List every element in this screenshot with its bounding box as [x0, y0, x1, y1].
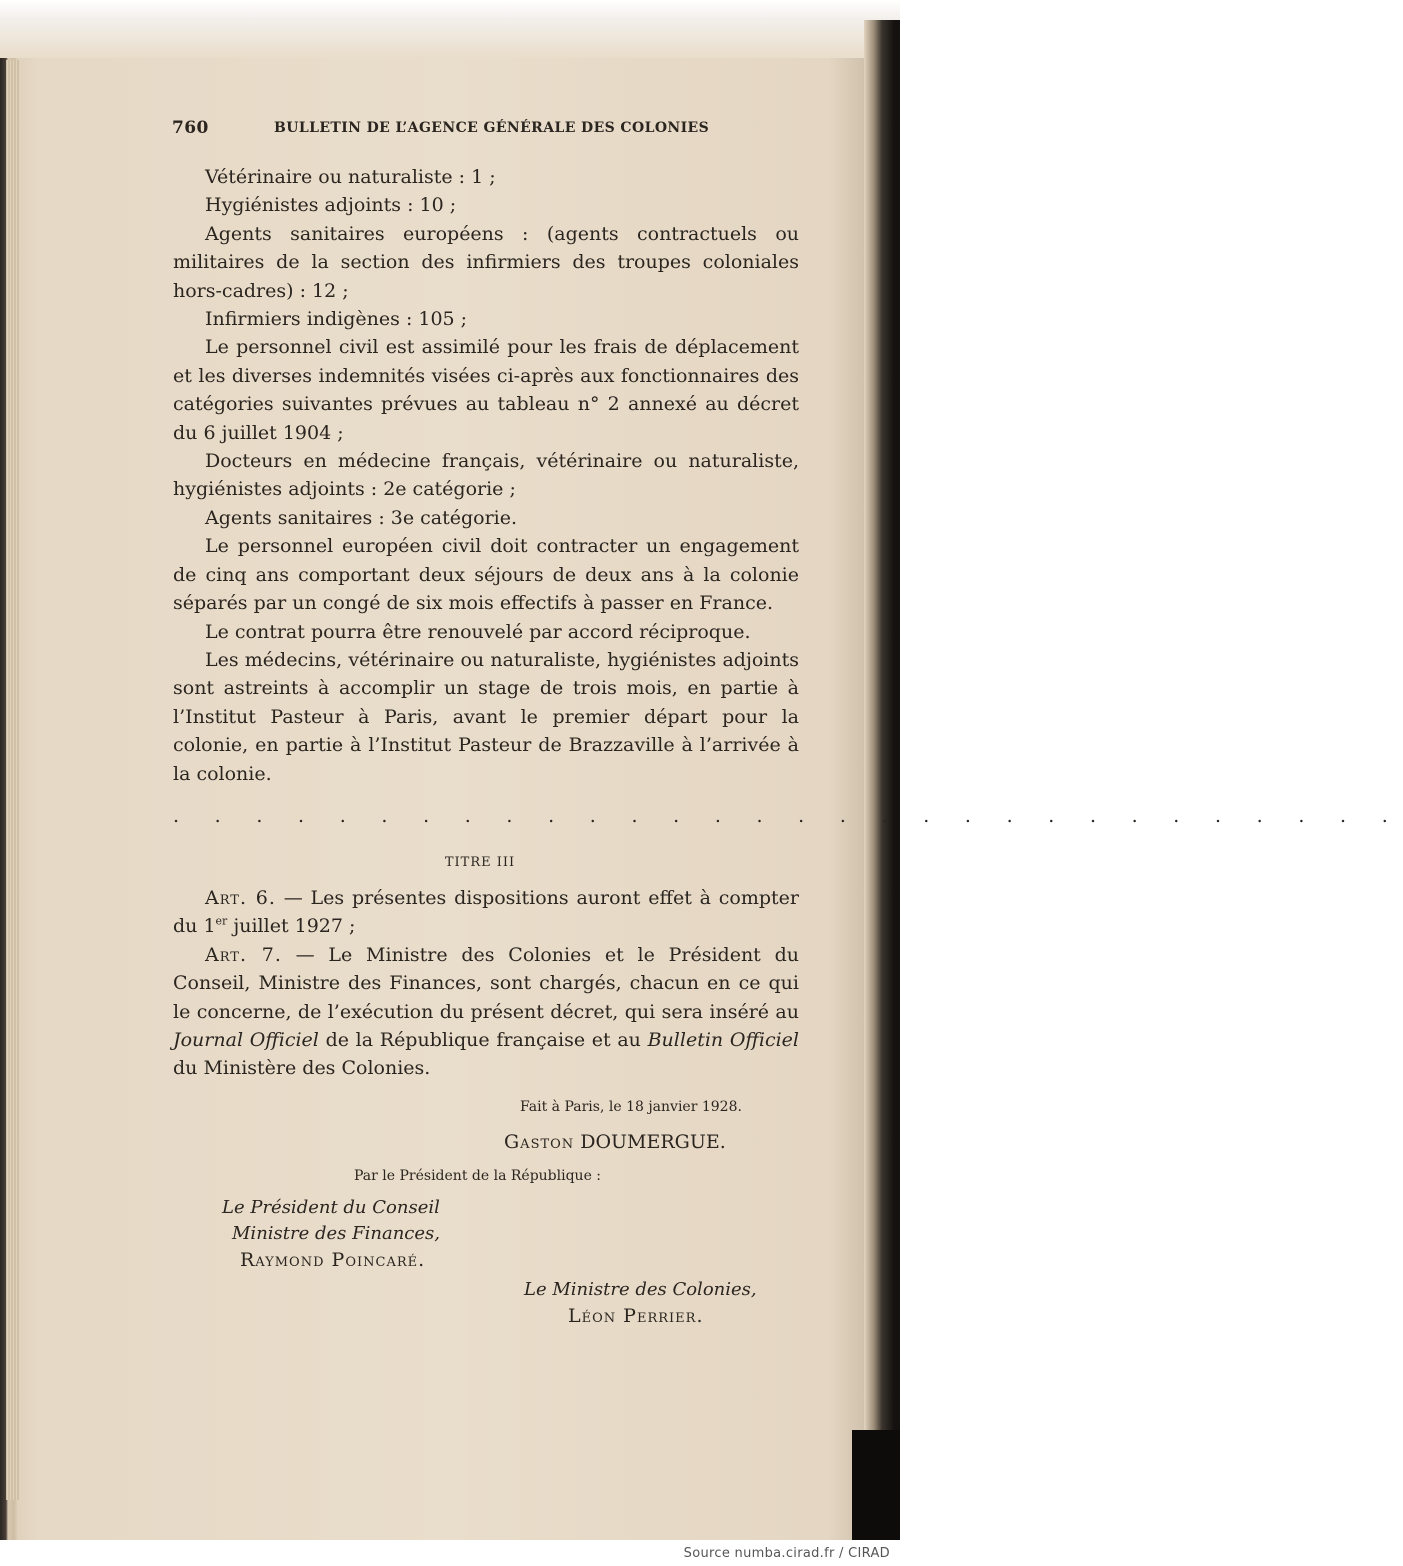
source-credit: Source numba.cirad.fr / CIRAD [683, 1546, 890, 1561]
paragraph-contrat: Le contrat pourra être renouvelé par accord réciproque. [205, 620, 751, 643]
signatory-first-name: Gaston [504, 1131, 575, 1153]
right-sig-line-1: Le Ministre des Colonies, [524, 1279, 757, 1300]
article-6-text-b: juillet 1927 ; [227, 915, 356, 938]
paragraph-hygienistes: Hygiénistes adjoints : 10 ; [205, 194, 457, 217]
paragraph-docteurs: Docteurs en médecine français, vétérinaire ou naturaliste, hygiénistes adjoints : 2e catégorie ; [173, 450, 799, 501]
article-6-sup: er [215, 915, 228, 929]
article-6-label: Art. 6. [205, 887, 276, 909]
bulletin-officiel: Bulletin Officiel [647, 1029, 799, 1052]
paragraph-veterinaire: Vétérinaire ou naturaliste : 1 ; [205, 166, 496, 188]
article-7 [173, 941, 799, 1083]
article-6-text-a: — Les présentes dispositions auront effet à compter du 1 [173, 887, 799, 938]
left-sig-line-2: Ministre des Finances, [232, 1223, 440, 1244]
article-7-text-b: de la République française et au [318, 1029, 648, 1052]
paragraph-agents-categorie: Agents sanitaires : 3e catégorie. [205, 506, 518, 529]
running-header [172, 118, 800, 142]
left-sig-line-1: Le Président du Conseil [222, 1197, 440, 1218]
signature-ministre-colonies [524, 1276, 757, 1330]
journal-officiel: Journal Officiel [173, 1029, 319, 1052]
paragraph-personnel-civil: Le personnel civil est assimilé pour les frais de déplacement et les diverses indemnités visées ci-après aux fonctionnaires des catégories suivantes prévues au tableau n° 2 annexé au décret du 6 juillet 1904 ; [173, 336, 799, 444]
place-date: Fait à Paris, le 18 janvier 1928. [520, 1099, 742, 1115]
signatory-last-name: DOUMERGUE. [574, 1131, 726, 1153]
signatory-doumergue [504, 1131, 726, 1153]
by-the-president: Par le Président de la République : [354, 1168, 602, 1184]
left-sig-name: Raymond Poincaré. [240, 1249, 426, 1271]
paragraph-infirmiers: Infirmiers indigènes : 105 ; [205, 308, 468, 331]
article-7-text-a: — Le Ministre des Colonies et le Président du Conseil, Ministre des Finances, sont chargés, chacun en ce qui le concerne, de l’exécution du présent décret, qui sera inséré au [173, 943, 799, 1023]
paragraph-agents-sanitaires: Agents sanitaires européens : (agents contractuels ou militaires de la section des infirmiers des troupes coloniales hors-cadres) : 12 ; [173, 222, 799, 302]
running-title: BULLETIN DE L’AGENCE GÉNÉRALE DES COLONIES [274, 120, 710, 136]
page-number: 760 [172, 118, 209, 138]
section-title: TITRE III [444, 855, 516, 870]
ellipsis-divider: . . . . . . . . . . . . . . . . . . . . . . . . . . . . . . [173, 805, 1403, 827]
article-7-label: Art. 7. [205, 943, 282, 966]
article-6 [173, 884, 799, 941]
paragraph-stage: Les médecins, vétérinaire ou naturaliste, hygiénistes adjoints sont astreints à accomplir un stage de trois mois, en partie à l’Institut Pasteur à Paris, avant le premier départ pour la colonie, en partie à l’Institut Pasteur de Brazzaville à l’arrivée à la colonie. [173, 648, 799, 785]
right-sig-name: Léon Perrier. [568, 1305, 704, 1327]
articles [173, 884, 799, 1083]
body-text [173, 163, 799, 788]
article-7-text-c: du Ministère des Colonies. [173, 1057, 431, 1080]
signature-president-conseil [222, 1195, 440, 1273]
paragraph-engagement: Le personnel européen civil doit contracter un engagement de cinq ans comportant deux séjours de deux ans à la colonie séparés par un congé de six mois effectifs à passer en France. [173, 535, 799, 615]
